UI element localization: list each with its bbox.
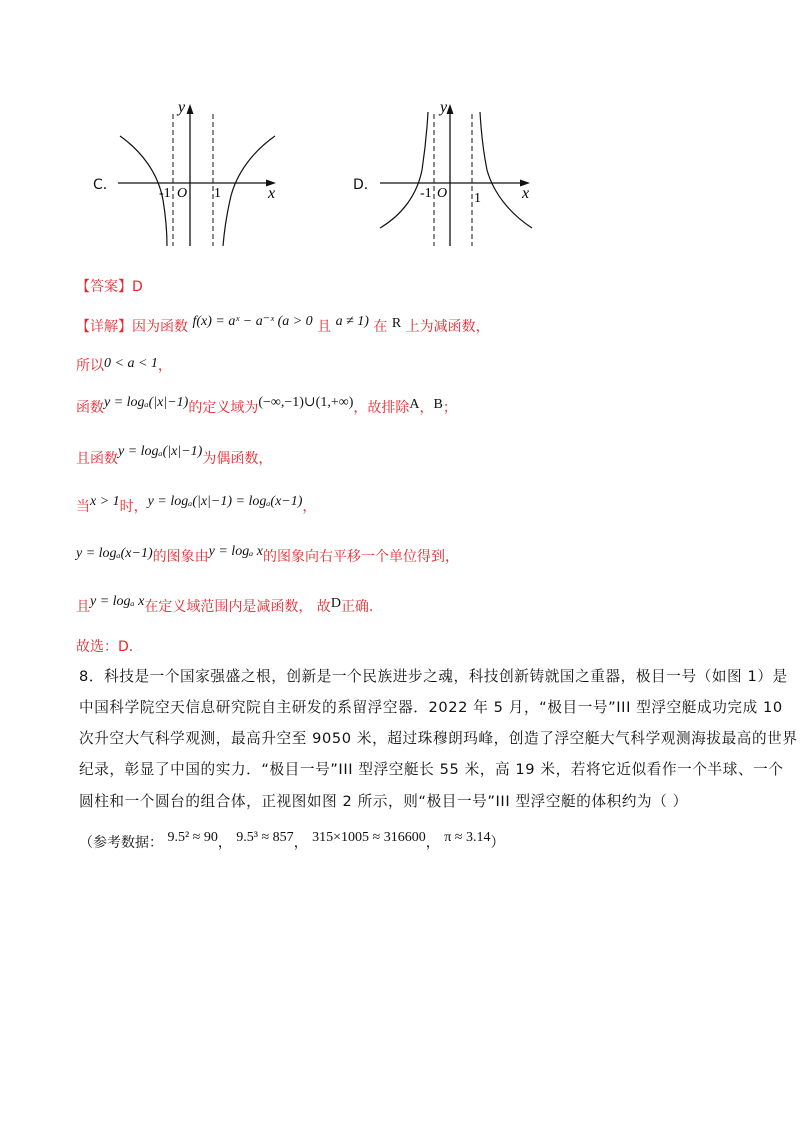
- math-expression: y = logₐ(x−1): [76, 546, 153, 561]
- question-reference: [79, 832, 504, 852]
- explain-text: 在定义域范围内是减函数， 故: [144, 599, 331, 615]
- explain-line-3: [76, 397, 457, 417]
- graph-d-origin: O: [437, 186, 448, 201]
- math-expression: y = logₐ(|x|−1): [118, 444, 203, 459]
- graph-c-x-label: x: [268, 185, 276, 202]
- option-d-label: D．: [353, 177, 378, 193]
- explain-label: 【详解】: [76, 319, 132, 335]
- explain-text: 且: [76, 599, 90, 615]
- explain-text: 因为函数: [132, 319, 188, 335]
- reference-close: ）: [490, 835, 505, 851]
- graph-c-origin: O: [177, 186, 188, 201]
- explain-text: ，: [419, 400, 434, 416]
- answer-line: [76, 276, 143, 296]
- reference-separator: ，: [425, 835, 440, 851]
- explain-line-2: [76, 355, 172, 375]
- math-expression: y = logₐ(|x|−1) = logₐ(x−1): [147, 494, 303, 509]
- explain-line-7: [76, 596, 373, 616]
- explain-text: 的定义域为: [188, 400, 259, 416]
- math-expression: (−∞,−1)∪(1,+∞): [258, 395, 354, 410]
- math-expression: a ≠ 1): [335, 314, 369, 329]
- math-expression: f(x) = aˣ − a⁻ˣ (a > 0: [192, 314, 313, 329]
- explain-text: 所以: [76, 358, 104, 374]
- math-expression: B: [433, 397, 443, 412]
- math-expression: 315×1005 ≈ 316600: [312, 830, 426, 845]
- graph-c-y-arrow: [187, 104, 194, 114]
- explain-text: 的图象由: [152, 549, 209, 565]
- explain-text: 正确.: [340, 599, 374, 615]
- explain-text: 且函数: [76, 451, 118, 467]
- option-c-label: C．: [93, 177, 117, 193]
- question-line-5: 圆柱和一个圆台的组合体，正视图如图 2 所示，则“极目一号”III 型浮空艇的体积约为（ ）: [79, 793, 688, 810]
- explain-text: 时，: [119, 499, 148, 515]
- graph-d-tick-neg: -1: [420, 186, 432, 201]
- explain-text: 为偶函数，: [202, 451, 273, 467]
- graph-c-y-label: y: [178, 100, 186, 116]
- math-expression: y = logₐ(|x|−1): [104, 395, 189, 410]
- explain-text: ，故排除: [353, 400, 410, 416]
- question-line-4: 纪录，彰显了中国的实力．“极目一号”III 型浮空艇长 55 米，高 19 米，若将它近似看作一个半球、一个: [79, 761, 784, 778]
- math-expression: 0 < a < 1: [104, 356, 158, 371]
- question-line-2: 中国科学院空天信息研究院自主研发的系留浮空器．2022 年 5 月，“极目一号”III 型浮空艇成功完成 10: [79, 699, 783, 716]
- explain-text: ；: [442, 400, 457, 416]
- graph-c-tick-pos: 1: [214, 186, 221, 201]
- graph-d-y-arrow: [447, 104, 454, 114]
- explain-text: ，: [302, 499, 317, 515]
- math-expression: π ≈ 3.14: [444, 830, 491, 845]
- graph-d-curve-left: [380, 112, 428, 228]
- math-expression: 9.5³ ≈ 857: [236, 830, 294, 845]
- math-expression: R: [391, 316, 402, 331]
- explain-text: 当: [76, 499, 90, 515]
- explain-line-5: [76, 496, 316, 516]
- reference-separator: ，: [217, 835, 232, 851]
- explain-text: 在: [373, 319, 388, 335]
- explain-line-4: [76, 444, 273, 468]
- explain-line-6: [76, 546, 459, 566]
- reference-separator: ，: [293, 835, 308, 851]
- question-line-1: 8．科技是一个国家强盛之根，创新是一个民族进步之魂，科技创新铸就国之重器，极目一号（如图 1）是: [79, 668, 788, 685]
- answer-label: 【答案】: [76, 279, 132, 295]
- explain-text: 函数: [76, 400, 104, 416]
- explain-choose: 故选：D．: [76, 639, 143, 655]
- graph-d-tick-pos: 1: [474, 191, 481, 206]
- explain-text: 上为减函数，: [405, 319, 490, 335]
- math-expression: x > 1: [90, 494, 120, 509]
- explain-text: 且: [317, 319, 332, 335]
- graph-c: [110, 100, 285, 252]
- explain-text: 的图象向右平移一个单位得到，: [263, 549, 459, 565]
- graph-c-tick-neg: -1: [159, 186, 171, 201]
- math-expression: y = logₐ x: [90, 594, 145, 609]
- explain-text: ，: [157, 358, 172, 374]
- explain-line-1: [76, 316, 490, 336]
- question-line-3: 次升空大气科学观测，最高升空至 9050 米，超过珠穆朗玛峰，创造了浮空艇大气科学观测海拔最高的世界: [79, 730, 798, 747]
- graph-d-x-label: x: [522, 185, 530, 202]
- math-expression: A: [409, 397, 420, 412]
- math-expression: y = logₐ x: [208, 544, 263, 559]
- reference-label: （参考数据：: [79, 835, 163, 851]
- graph-d: [372, 100, 547, 252]
- graph-d-y-label: y: [440, 100, 448, 116]
- answer-value: D: [132, 279, 143, 295]
- math-expression: 9.5² ≈ 90: [167, 830, 218, 845]
- math-expression: D: [330, 596, 341, 611]
- graph-d-curve-right: [480, 112, 532, 228]
